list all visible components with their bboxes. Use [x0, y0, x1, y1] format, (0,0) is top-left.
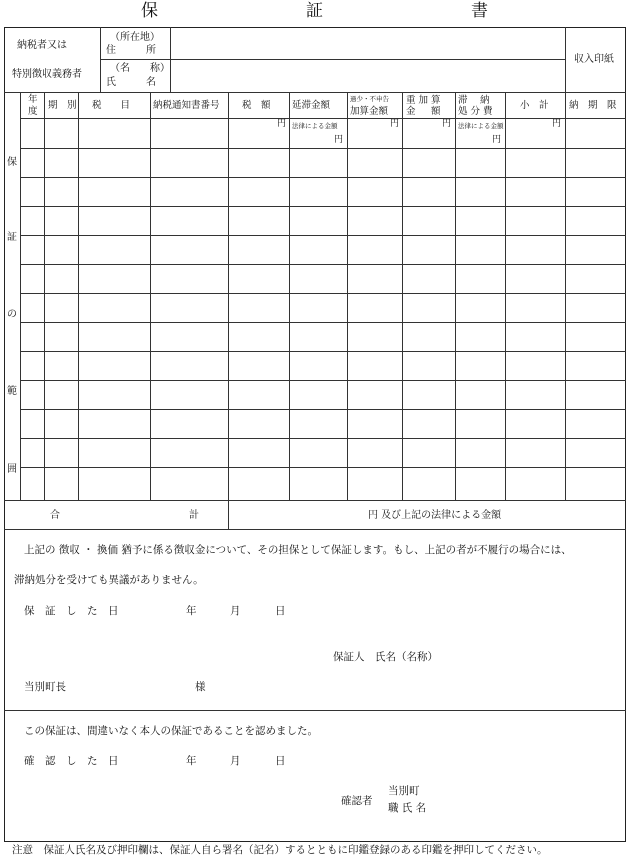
row-line: [20, 293, 626, 294]
scope-char: の: [7, 309, 17, 320]
row-line: [20, 467, 626, 468]
taxpayer-label: 納税者又は: [17, 40, 67, 51]
scope-char: 保: [7, 157, 17, 168]
row-line: [20, 206, 626, 207]
address-label: 住 所: [106, 45, 156, 56]
col-divider: [347, 92, 348, 500]
unit-yen: 円: [442, 119, 452, 129]
scope-char: 証: [7, 232, 17, 243]
col-year-2: 度: [28, 106, 38, 117]
confirmation-year: 年: [186, 755, 197, 767]
row-line: [20, 148, 626, 149]
col-tax-amount: 税 額: [242, 100, 271, 111]
col-divider: [455, 92, 456, 500]
col-tax-item: 税 目: [92, 100, 131, 111]
col-delinquency: 延滞金額: [292, 100, 331, 111]
name-paren: （名 称）: [110, 63, 170, 74]
row-line: [20, 264, 626, 265]
scope-divider: [20, 92, 21, 500]
col-divider: [44, 92, 45, 500]
unit-yen: 円: [334, 135, 344, 145]
guarantee-text-1: 上記の 徴収 ・ 換価 猶予に係る徴収金について、その担保として保証します。もし、上記の者が不履行の場合には、: [24, 544, 572, 556]
col-divider: [505, 92, 506, 500]
header-divider-1: [100, 27, 101, 92]
col-divider: [228, 92, 229, 529]
total-amount-text: 円 及び上記の法律による金額: [368, 510, 502, 521]
guarantee-year: 年: [186, 605, 197, 617]
col-due-date: 納 期 限: [569, 100, 617, 111]
footer-note: 注意 保証人氏名及び押印欄は、保証人自ら署名（記名）するとともに印鑑登録のある印鑑を押印してください。: [12, 844, 548, 856]
col-additional: 加算金額: [350, 106, 389, 117]
unit-yen: 円: [492, 135, 502, 145]
col-notice-number: 納税通知書番号: [153, 100, 220, 111]
guarantor-name-label: 保証人 氏名（名称）: [333, 651, 438, 663]
col-subtotal: 小 計: [520, 100, 549, 111]
unit-legal: 法律による金額: [292, 122, 338, 130]
scope-char: 囲: [7, 464, 17, 475]
unit-yen: 円: [390, 119, 400, 129]
row-line: [20, 351, 626, 352]
col-divider: [565, 92, 566, 500]
guarantee-month: 月: [230, 605, 241, 617]
official-name-label: 職 氏 名: [388, 802, 427, 814]
mayor-label: 当別町長: [24, 681, 66, 693]
col-heavy-1: 重 加 算: [406, 95, 441, 106]
total-top-line: [4, 500, 626, 501]
confirmer-label: 確認者: [341, 795, 373, 807]
confirmation-divider: [4, 710, 626, 711]
revenue-stamp-label: 収入印紙: [574, 54, 614, 65]
guarantee-day: 日: [275, 605, 286, 617]
confirmation-date-label: 確 認 し た 日: [24, 755, 119, 767]
document-title: 保 証 書: [141, 1, 526, 21]
col-under-note: 過少・不申告: [350, 95, 389, 103]
scope-char: 範: [7, 386, 17, 397]
form-frame: [4, 27, 626, 842]
guarantee-date-label: 保 証 し た 日: [24, 605, 119, 617]
address-paren: （所在地）: [110, 32, 160, 43]
col-year-1: 年: [28, 94, 38, 105]
total-label-right: 計: [189, 510, 199, 521]
guarantee-text-2: 滞納処分を受けても異議がありません。: [14, 574, 204, 586]
honorific-label: 様: [195, 681, 206, 693]
col-period: 期 別: [48, 100, 77, 111]
special-collector-label: 特別徴収義務者: [12, 69, 82, 80]
row-line: [20, 177, 626, 178]
col-divider: [289, 92, 290, 500]
name-label: 氏 名: [106, 77, 156, 88]
unit-yen: 円: [552, 119, 562, 129]
col-divider: [78, 92, 79, 500]
town-label: 当別町: [388, 785, 420, 797]
unit-yen: 円: [277, 119, 287, 129]
unit-legal: 法律による金額: [458, 122, 504, 130]
col-disposal-2: 処 分 費: [458, 106, 493, 117]
col-divider: [150, 92, 151, 500]
confirmation-month: 月: [230, 755, 241, 767]
col-disposal-1: 滞 納: [458, 95, 490, 106]
col-divider: [402, 92, 403, 500]
name-field[interactable]: [174, 80, 562, 90]
stamp-divider: [565, 27, 566, 92]
row-line: [20, 322, 626, 323]
total-bottom-line: [4, 529, 626, 530]
header-divider-2: [170, 27, 171, 92]
address-field[interactable]: [174, 48, 562, 58]
col-heavy-2: 金 額: [406, 106, 441, 117]
confirmation-day: 日: [275, 755, 286, 767]
confirmation-text: この保証は、間違いなく本人の保証であることを認めました。: [24, 725, 318, 737]
header-bottom-line: [4, 92, 626, 93]
row-line: [20, 235, 626, 236]
row-line: [20, 409, 626, 410]
total-label-left: 合: [50, 510, 60, 521]
row-line: [20, 380, 626, 381]
row-line: [20, 438, 626, 439]
column-header-line: [20, 118, 626, 119]
